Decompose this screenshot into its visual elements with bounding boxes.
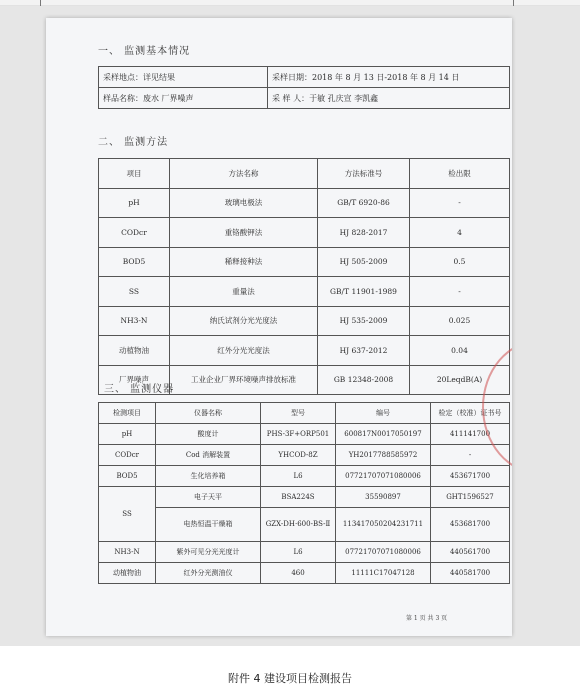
cell: BOD5: [99, 466, 156, 487]
header-cell: 型号: [261, 403, 336, 424]
cell: -: [410, 277, 510, 307]
cell: 厂界噪声: [99, 365, 170, 395]
figure-caption: 附件 4 建设项目检测报告: [228, 672, 352, 685]
table-row: [99, 306, 510, 336]
cell: -: [410, 188, 510, 218]
cell: YHCOD-8Z: [261, 445, 336, 466]
table-header-row: [99, 159, 510, 189]
cell: YH2017788585972: [336, 445, 431, 466]
cell: 11111C17047128: [336, 563, 431, 584]
cell: 35590897: [336, 487, 431, 508]
cell: HJ 637-2012: [318, 336, 410, 366]
cell: pH: [99, 424, 156, 445]
table-row: [99, 563, 510, 584]
cell: 工业企业厂界环境噪声排放标准: [170, 365, 318, 395]
cell: HJ 535-2009: [318, 306, 410, 336]
cell: L6: [261, 466, 336, 487]
basic-info-table: [98, 66, 510, 109]
cell: 411141700: [431, 424, 510, 445]
sampler: 采 样 人：于敏 孔庆宣 李凯鑫: [268, 88, 510, 109]
cell: 0.5: [410, 247, 510, 277]
header-cell: 仪器名称: [156, 403, 261, 424]
cell: 稀释接种法: [170, 247, 318, 277]
cell: 紫外可见分光光度计: [156, 542, 261, 563]
cell: 动植物油: [99, 563, 156, 584]
cell: 600817N0017050197: [336, 424, 431, 445]
cell: GHT1596527: [431, 487, 510, 508]
cell: NH3-N: [99, 306, 170, 336]
cell: SS: [99, 277, 170, 307]
table-row: [99, 247, 510, 277]
table-row: [99, 542, 510, 563]
table-row: [99, 466, 510, 487]
cell: L6: [261, 542, 336, 563]
cell: GZX-DH·600-BS-Ⅱ: [261, 508, 336, 542]
cell: 07721707071080006: [336, 466, 431, 487]
table-row: [99, 508, 510, 542]
cell: 纳氏试剂分光光度法: [170, 306, 318, 336]
cell: 460: [261, 563, 336, 584]
cell: 453671700: [431, 466, 510, 487]
cell: CODcr: [99, 218, 170, 248]
sample-name: 样品名称：废水 厂界噪声: [99, 88, 268, 109]
cell: 电热恒温干燥箱: [156, 508, 261, 542]
cell: 红外分光光度法: [170, 336, 318, 366]
table-row: [99, 277, 510, 307]
sampling-date: 采样日期：2018 年 8 月 13 日-2018 年 8 月 14 日: [268, 67, 510, 88]
cell: 0.04: [410, 336, 510, 366]
cell: 重铬酸钾法: [170, 218, 318, 248]
cell: GB 12348-2008: [318, 365, 410, 395]
header-cell: 方法标准号: [318, 159, 410, 189]
cell: SS: [99, 487, 156, 542]
cell: PHS-3F+ORP501: [261, 424, 336, 445]
cell: HJ 828-2017: [318, 218, 410, 248]
document-page: [46, 18, 512, 636]
header-cell: 方法名称: [170, 159, 318, 189]
table-row: [99, 188, 510, 218]
cell: 生化培养箱: [156, 466, 261, 487]
cell: BSA224S: [261, 487, 336, 508]
table-row: [99, 424, 510, 445]
cell: HJ 505-2009: [318, 247, 410, 277]
header-cell: 检测项目: [99, 403, 156, 424]
cell: 动植物油: [99, 336, 170, 366]
header-cell: 检定（校准）证书号: [431, 403, 510, 424]
cell: NH3-N: [99, 542, 156, 563]
cell: BOD5: [99, 247, 170, 277]
cell: 电子天平: [156, 487, 261, 508]
cell: 440581700: [431, 563, 510, 584]
cell: 07721707071080006: [336, 542, 431, 563]
cell: GB/T 11901-1989: [318, 277, 410, 307]
section-heading-instrument: 三、 监测仪器: [104, 384, 175, 395]
header-cell: 项目: [99, 159, 170, 189]
cell: 酸度计: [156, 424, 261, 445]
cell: 20LeqdB(A): [410, 365, 510, 395]
section-heading-method: 二、 监测方法: [98, 137, 169, 148]
instrument-table: [98, 402, 510, 584]
cell: 440561700: [431, 542, 510, 563]
cell: -: [431, 445, 510, 466]
table-header-row: [99, 403, 510, 424]
cell: 4: [410, 218, 510, 248]
table-row: [99, 336, 510, 366]
cell: 0.025: [410, 306, 510, 336]
table-row: [99, 445, 510, 466]
cell: pH: [99, 188, 170, 218]
header-cell: 检出限: [410, 159, 510, 189]
cell: 红外分光测油仪: [156, 563, 261, 584]
cell: GB/T 6920-86: [318, 188, 410, 218]
cell: 453681700: [431, 508, 510, 542]
cell: 重量法: [170, 277, 318, 307]
header-cell: 编号: [336, 403, 431, 424]
method-table: [98, 158, 510, 395]
cell: 113417050204231711: [336, 508, 431, 542]
cell: 玻璃电极法: [170, 188, 318, 218]
page-number: 第 1 页 共 3 页: [406, 615, 448, 622]
cell: CODcr: [99, 445, 156, 466]
sampling-location: 采样地点：详见结果: [99, 67, 268, 88]
cell: Cod 消解装置: [156, 445, 261, 466]
table-row: [99, 487, 510, 508]
section-heading-basic: 一、 监测基本情况: [98, 46, 191, 57]
table-row: [99, 218, 510, 248]
